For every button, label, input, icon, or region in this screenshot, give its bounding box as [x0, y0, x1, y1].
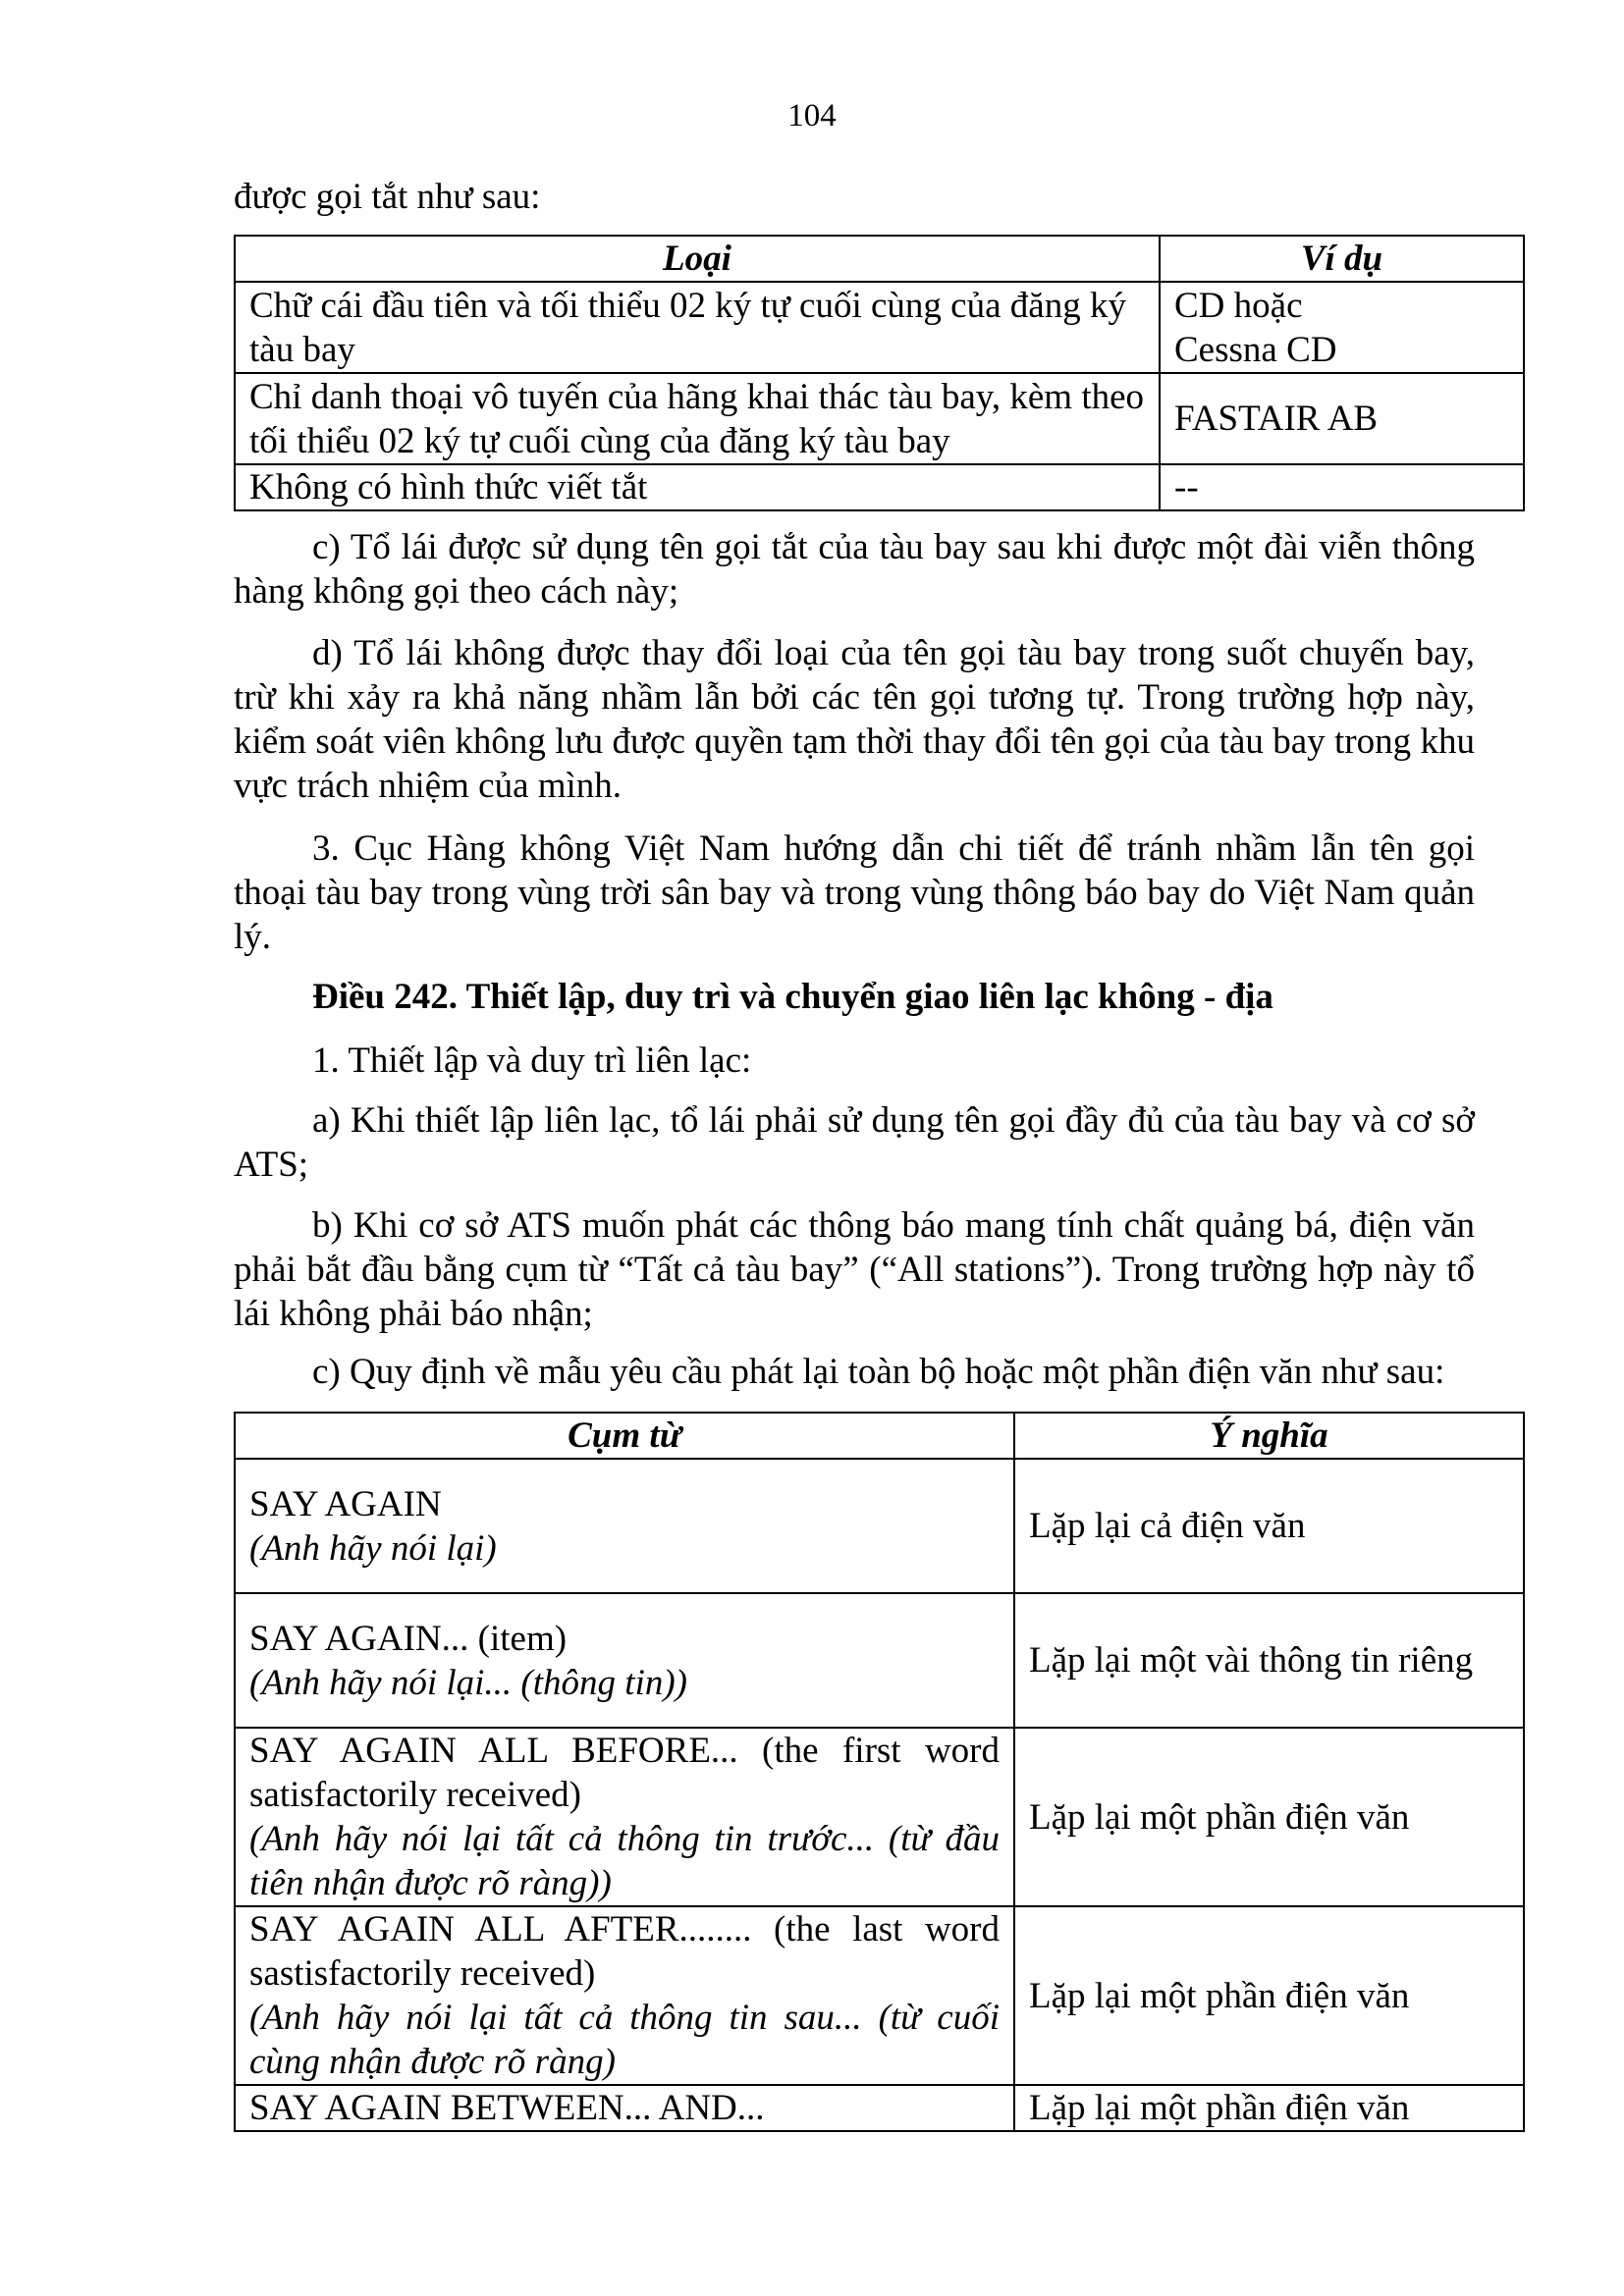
phrase-cell — [235, 1593, 1014, 1728]
paragraph-c-callsign: c) Tổ lái được sử dụng tên gọi tắt của tàu bay sau khi được một đài viễn thông hàng không gọi theo cách này; — [234, 527, 1475, 612]
phrase-text: SAY AGAIN ALL AFTER........ (the last word sastisfactorily received) — [249, 1909, 1000, 1994]
phrase-translation: (Anh hãy nói lại tất cả thông tin trước... (từ đầu tiên nhận được rõ ràng)) — [249, 1819, 1000, 1903]
example-cell: -- — [1160, 464, 1524, 510]
meaning-cell: Lặp lại một vài thông tin riêng — [1014, 1593, 1524, 1728]
column-header-type: Loại — [235, 236, 1160, 282]
example-cell — [1160, 282, 1524, 373]
paragraph-b: b) Khi cơ sở ATS muốn phát các thông báo mang tính chất quảng bá, điện văn phải bắt đầu bằng cụm từ “Tất cả tàu bay” (“All stations”). Trong trường hợp này tổ lái không phải báo nhận; — [234, 1205, 1475, 1334]
meaning-cell: Lặp lại một phần điện văn — [1014, 1728, 1524, 1906]
meaning-cell: Lặp lại một phần điện văn — [1014, 2085, 1524, 2131]
type-cell: Chỉ danh thoại vô tuyến của hãng khai thác tàu bay, kèm theo tối thiểu 02 ký tự cuối cùng của đăng ký tàu bay — [235, 373, 1160, 464]
example-cell: FASTAIR AB — [1160, 373, 1524, 464]
phrase-translation: (Anh hãy nói lại... (thông tin)) — [249, 1662, 687, 1703]
table-row — [235, 2085, 1524, 2131]
meaning-cell: Lặp lại cả điện văn — [1014, 1459, 1524, 1593]
phrase-translation: (Anh hãy nói lại tất cả thông tin sau... (từ cuối cùng nhận được rõ ràng) — [249, 1998, 1000, 2082]
phrase-cell — [235, 1459, 1014, 1593]
article-heading: Điều 242. Thiết lập, duy trì và chuyển giao liên lạc không - địa — [312, 977, 1273, 1017]
paragraph-d-callsign: d) Tổ lái không được thay đổi loại của tên gọi tàu bay trong suốt chuyến bay, trừ khi xảy ra khả năng nhầm lẫn bởi các tên gọi tương tự. Trong trường hợp này, kiểm soát viên không lưu được quyền tạm thời thay đổi tên gọi của tàu bay trong khu vực trách nhiệm của mình. — [234, 633, 1475, 806]
paragraph-item-3: 3. Cục Hàng không Việt Nam hướng dẫn chi tiết để tránh nhầm lẫn tên gọi thoại tàu bay trong vùng trời sân bay và trong vùng thông báo bay do Việt Nam quản lý. — [234, 828, 1475, 957]
column-header-phrase: Cụm từ — [235, 1413, 1014, 1459]
table-row — [235, 1906, 1524, 2085]
table-row — [235, 373, 1524, 464]
example-line: Cessna CD — [1174, 329, 1337, 370]
page-number: 104 — [787, 98, 837, 133]
column-header-meaning: Ý nghĩa — [1014, 1413, 1524, 1459]
callsign-abbreviation-table — [234, 235, 1525, 511]
table-row — [235, 464, 1524, 510]
paragraph-c-repeat: c) Quy định về mẫu yêu cầu phát lại toàn bộ hoặc một phần điện văn như sau: — [312, 1352, 1445, 1392]
phrase-cell — [235, 1728, 1014, 1906]
intro-line: được gọi tắt như sau: — [234, 177, 541, 217]
paragraph-a: a) Khi thiết lập liên lạc, tổ lái phải sử dụng tên gọi đầy đủ của tàu bay và cơ sở ATS; — [234, 1100, 1475, 1185]
phrase-translation: (Anh hãy nói lại) — [249, 1527, 497, 1569]
table-row — [235, 1728, 1524, 1906]
paragraph-item-1: 1. Thiết lập và duy trì liên lạc: — [312, 1041, 752, 1081]
type-cell: Chữ cái đầu tiên và tối thiểu 02 ký tự cuối cùng của đăng ký tàu bay — [235, 282, 1160, 373]
phrase-cell — [235, 1906, 1014, 2085]
example-line: CD hoặc — [1174, 285, 1303, 326]
phrase-cell — [235, 2085, 1014, 2131]
type-cell: Không có hình thức viết tắt — [235, 464, 1160, 510]
table-row — [235, 282, 1524, 373]
column-header-example: Ví dụ — [1160, 236, 1524, 282]
phrase-text: SAY AGAIN — [249, 1483, 442, 1524]
table-row — [235, 1459, 1524, 1593]
phrase-text: SAY AGAIN... (item) — [249, 1618, 568, 1659]
table-header-row — [235, 1413, 1524, 1459]
phrase-text: SAY AGAIN BETWEEN... AND... — [249, 2088, 765, 2128]
say-again-phrase-table — [234, 1412, 1525, 2132]
phrase-text: SAY AGAIN ALL BEFORE... (the first word satisfactorily received) — [249, 1731, 1000, 1815]
table-row — [235, 1593, 1524, 1728]
table-header-row — [235, 236, 1524, 282]
meaning-cell: Lặp lại một phần điện văn — [1014, 1906, 1524, 2085]
